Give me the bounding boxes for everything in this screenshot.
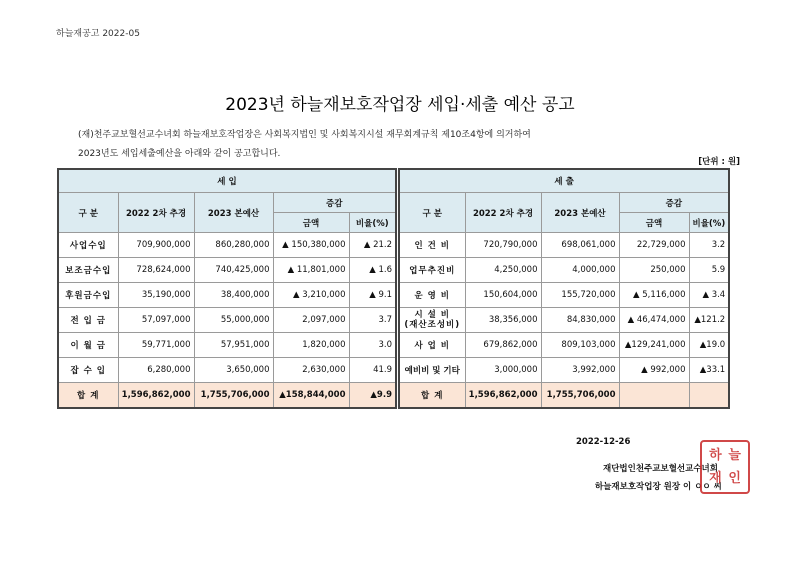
row-amount: ▲ 5,116,000 <box>619 283 689 308</box>
expense-header-amount: 금액 <box>619 213 689 233</box>
row-category: 보조금수입 <box>58 258 118 283</box>
row-prev: 35,190,000 <box>118 283 194 308</box>
row-ratio: 3.0 <box>349 333 396 358</box>
expense-header-ratio: 비율(%) <box>689 213 729 233</box>
row-category: 예비비 및 기타 <box>399 358 465 383</box>
row-budget: 55,000,000 <box>194 308 273 333</box>
total-category: 합 계 <box>58 383 118 409</box>
total-prev: 1,596,862,000 <box>118 383 194 409</box>
row-budget: 84,830,000 <box>541 308 619 333</box>
row-amount: 250,000 <box>619 258 689 283</box>
intro-line-1: (재)천주교보혈선교수녀회 하늘재보호작업장은 사회복지법인 및 사회복지시설 재무회계규칙 제10조4항에 의거하여 <box>78 130 531 140</box>
row-ratio: 3.7 <box>349 308 396 333</box>
table-row <box>399 283 729 308</box>
table-row <box>399 258 729 283</box>
expense-header-prev: 2022 2차 추경 <box>465 193 541 233</box>
row-amount: ▲ 992,000 <box>619 358 689 383</box>
row-category: 업무추진비 <box>399 258 465 283</box>
organization-name: 재단법인천주교보혈선교수녀회 <box>603 464 718 474</box>
row-ratio: ▲ 9.1 <box>349 283 396 308</box>
table-row <box>58 258 396 283</box>
expense-header-change: 증감 <box>619 193 729 213</box>
row-budget: 860,280,000 <box>194 233 273 258</box>
official-seal-stamp: 하 늘 재 인 <box>700 440 750 494</box>
row-ratio: 5.9 <box>689 258 729 283</box>
row-ratio: ▲ 3.4 <box>689 283 729 308</box>
row-category: 이 월 금 <box>58 333 118 358</box>
expense-table <box>398 168 730 409</box>
row-prev: 150,604,000 <box>465 283 541 308</box>
expense-header-budget: 2023 본예산 <box>541 193 619 233</box>
row-category: 사업수입 <box>58 233 118 258</box>
total-ratio: ▲9.9 <box>349 383 396 409</box>
table-row <box>399 233 729 258</box>
row-category: 잡 수 입 <box>58 358 118 383</box>
table-row <box>399 308 729 333</box>
total-row <box>399 383 729 409</box>
row-amount: 2,630,000 <box>273 358 349 383</box>
row-prev: 6,280,000 <box>118 358 194 383</box>
row-prev: 57,097,000 <box>118 308 194 333</box>
row-category-sub: (재산조성비) <box>404 320 461 330</box>
revenue-header-ratio: 비율(%) <box>349 213 396 233</box>
total-amount <box>619 383 689 409</box>
row-budget: 57,951,000 <box>194 333 273 358</box>
row-amount: ▲ 46,474,000 <box>619 308 689 333</box>
revenue-section-title: 세 입 <box>58 169 396 193</box>
row-ratio: ▲ 21.2 <box>349 233 396 258</box>
total-budget: 1,755,706,000 <box>194 383 273 409</box>
revenue-header-category: 구 분 <box>58 193 118 233</box>
total-prev: 1,596,862,000 <box>465 383 541 409</box>
table-row <box>399 358 729 383</box>
row-prev: 720,790,000 <box>465 233 541 258</box>
row-amount: ▲ 3,210,000 <box>273 283 349 308</box>
row-budget: 38,400,000 <box>194 283 273 308</box>
row-prev: 59,771,000 <box>118 333 194 358</box>
row-category: 후원금수입 <box>58 283 118 308</box>
row-ratio: ▲19.0 <box>689 333 729 358</box>
row-category: 전 입 금 <box>58 308 118 333</box>
row-ratio: ▲33.1 <box>689 358 729 383</box>
revenue-header-prev: 2022 2차 추경 <box>118 193 194 233</box>
intro-paragraph <box>78 126 531 164</box>
row-prev: 4,250,000 <box>465 258 541 283</box>
row-prev: 3,000,000 <box>465 358 541 383</box>
row-budget: 4,000,000 <box>541 258 619 283</box>
row-budget: 3,650,000 <box>194 358 273 383</box>
row-amount: ▲ 150,380,000 <box>273 233 349 258</box>
unit-label: [단위 : 원] <box>698 157 740 167</box>
table-row <box>399 333 729 358</box>
revenue-header-budget: 2023 본예산 <box>194 193 273 233</box>
row-budget: 809,103,000 <box>541 333 619 358</box>
row-ratio: ▲121.2 <box>689 308 729 333</box>
table-row <box>58 333 396 358</box>
row-budget: 155,720,000 <box>541 283 619 308</box>
announcement-date: 2022-12-26 <box>576 437 631 447</box>
row-prev: 679,862,000 <box>465 333 541 358</box>
table-row <box>58 308 396 333</box>
total-budget: 1,755,706,000 <box>541 383 619 409</box>
row-budget: 740,425,000 <box>194 258 273 283</box>
row-category: 인 건 비 <box>399 233 465 258</box>
row-amount: 2,097,000 <box>273 308 349 333</box>
row-ratio: 41.9 <box>349 358 396 383</box>
document-title: 2023년 하늘재보호작업장 세입·세출 예산 공고 <box>225 95 575 115</box>
row-prev: 38,356,000 <box>465 308 541 333</box>
row-category: 운 영 비 <box>399 283 465 308</box>
revenue-header-amount: 금액 <box>273 213 349 233</box>
table-row <box>58 233 396 258</box>
row-amount: ▲129,241,000 <box>619 333 689 358</box>
total-row <box>58 383 396 409</box>
table-row <box>58 358 396 383</box>
row-category: 사 업 비 <box>399 333 465 358</box>
expense-section-title: 세 출 <box>399 169 729 193</box>
revenue-header-change: 증감 <box>273 193 396 213</box>
row-category-main: 시 설 비 <box>414 310 451 320</box>
representative-name: 하늘재보호작업장 원장 이 ㅇㅇ 씨 <box>595 482 722 492</box>
expense-header-category: 구 분 <box>399 193 465 233</box>
row-amount: 1,820,000 <box>273 333 349 358</box>
row-budget: 698,061,000 <box>541 233 619 258</box>
document-number: 하늘재공고 2022-05 <box>56 29 140 39</box>
row-amount: ▲ 11,801,000 <box>273 258 349 283</box>
total-ratio <box>689 383 729 409</box>
total-amount: ▲158,844,000 <box>273 383 349 409</box>
total-category: 합 계 <box>399 383 465 409</box>
row-prev: 728,624,000 <box>118 258 194 283</box>
row-ratio: 3.2 <box>689 233 729 258</box>
row-budget: 3,992,000 <box>541 358 619 383</box>
row-prev: 709,900,000 <box>118 233 194 258</box>
revenue-table <box>57 168 397 409</box>
row-ratio: ▲ 1.6 <box>349 258 396 283</box>
intro-line-2: 2023년도 세입세출예산을 아래와 같이 공고합니다. <box>78 149 281 159</box>
row-amount: 22,729,000 <box>619 233 689 258</box>
table-row <box>58 283 396 308</box>
row-category <box>399 308 465 333</box>
